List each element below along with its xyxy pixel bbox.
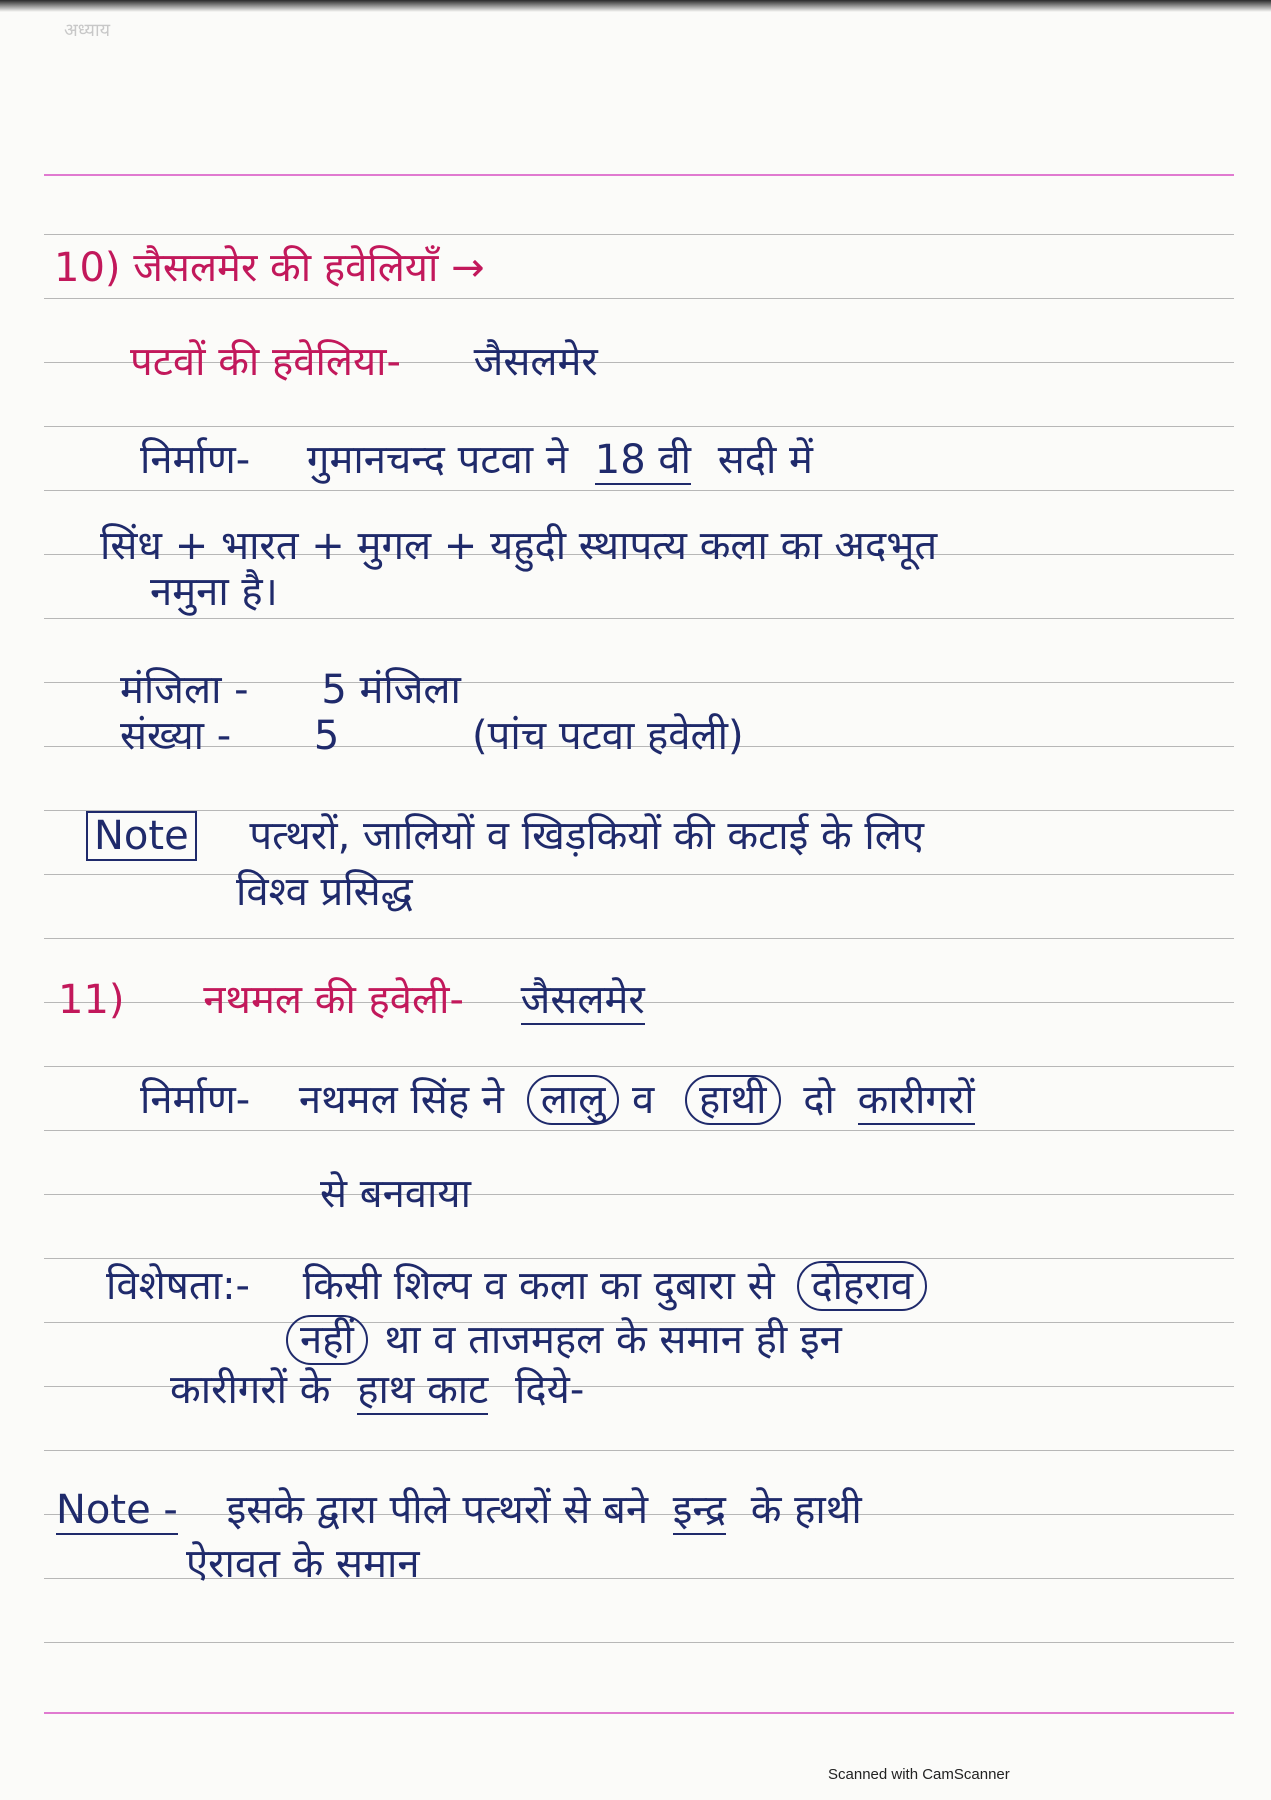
visheshta-row-3 <box>170 1366 584 1414</box>
ruled-line <box>44 1194 1234 1195</box>
ruled-line <box>44 1066 1234 1067</box>
sankhya-value: 5 <box>313 713 340 759</box>
ruled-line <box>44 298 1234 299</box>
section-11-row <box>58 976 645 1024</box>
ruled-line <box>44 426 1234 427</box>
note-2-line-1a: इसके द्वारा पीले पत्थरों से बने <box>226 1487 649 1533</box>
top-margin-line <box>44 174 1234 176</box>
ruled-line <box>44 1450 1234 1451</box>
nathmal-nirman-text-1: नथमल सिंह ने <box>298 1077 504 1123</box>
nathmal-haveli-title: नथमल की हवेली- <box>203 977 464 1023</box>
sankhya-row <box>120 712 744 760</box>
scanner-watermark: Scanned with CamScanner <box>828 1766 1010 1783</box>
visheshta-line-3b: हाथ काट <box>357 1367 489 1413</box>
ruled-line <box>44 938 1234 939</box>
section-10-heading: 10) जैसलमेर की हवेलियाँ → <box>54 245 485 291</box>
note-1-line-2: विश्व प्रसिद्ध <box>236 869 413 915</box>
sankhya-note: (पांच पटवा हवेली) <box>472 713 744 759</box>
ruled-line <box>44 618 1234 619</box>
visheshta-line-2: था व ताजमहल के समान ही इन <box>384 1317 842 1363</box>
nathmal-karigar-hathi: हाथी <box>685 1075 781 1125</box>
patwon-century: 18 वी <box>594 437 691 483</box>
visheshta-dohrav: दोहराव <box>797 1261 927 1311</box>
ruled-line <box>44 490 1234 491</box>
corner-mark: अध्याय <box>64 20 111 41</box>
nathmal-nirman-text-2: दो <box>803 1077 835 1123</box>
ruled-line <box>44 810 1234 811</box>
style-line-2: नमुना है। <box>150 569 278 615</box>
note-2-row <box>56 1486 862 1534</box>
nathmal-haveli-place: जैसलमेर <box>520 977 645 1023</box>
ruled-line <box>44 1642 1234 1643</box>
visheshta-label: विशेषता:- <box>106 1263 250 1309</box>
visheshta-row-1 <box>106 1262 927 1310</box>
sankhya-label: संख्या - <box>120 713 232 759</box>
nathmal-line-2: से बनवाया <box>320 1171 471 1217</box>
nathmal-nirman-row <box>140 1076 975 1124</box>
ruled-line <box>44 234 1234 235</box>
manjila-value: 5 मंजिला <box>321 667 461 713</box>
note-1-row <box>86 812 924 860</box>
manjila-label: मंजिला - <box>120 667 249 713</box>
patwon-nirman-label: निर्माण- <box>140 437 251 483</box>
manjila-row <box>120 666 461 714</box>
nathmal-karigar-word: कारीगरों <box>857 1077 975 1123</box>
nathmal-nirman-label: निर्माण- <box>140 1077 251 1123</box>
patwon-nirman-end: सदी में <box>717 437 813 483</box>
ruled-line <box>44 1130 1234 1131</box>
patwon-nirman-row <box>140 436 813 484</box>
ruled-line <box>44 1258 1234 1259</box>
patwon-haveli-row <box>130 338 598 386</box>
bottom-margin-line <box>44 1712 1234 1714</box>
patwon-haveli-title: पटवों की हवेलिया- <box>130 339 401 385</box>
note-2-line-2: ऐरावत के समान <box>186 1541 420 1587</box>
patwon-nirman-text: गुमानचन्द पटवा ने <box>306 437 569 483</box>
style-line-1: सिंध + भारत + मुगल + यहुदी स्थापत्य कला का अदभूत <box>100 523 938 569</box>
visheshta-row-2 <box>286 1316 842 1364</box>
visheshta-nahi: नहीं <box>286 1315 368 1365</box>
note-2-indra: इन्द्र <box>672 1487 727 1533</box>
note-1-label: Note <box>86 811 197 861</box>
nathmal-conjunction: व <box>632 1077 655 1123</box>
note-1-line-1: पत्थरों, जालियों व खिड़कियों की कटाई के लिए <box>249 813 925 859</box>
patwon-haveli-place: जैसलमेर <box>473 339 598 385</box>
section-11-number: 11) <box>58 977 125 1023</box>
ruled-line <box>44 874 1234 875</box>
note-2-line-1b: के हाथी <box>750 1487 862 1533</box>
visheshta-line-3a: कारीगरों के <box>170 1367 331 1413</box>
visheshta-line-1: किसी शिल्प व कला का दुबारा से <box>302 1263 775 1309</box>
nathmal-karigar-lalu: लालु <box>527 1075 620 1125</box>
scan-top-edge <box>0 0 1271 12</box>
note-2-label: Note - <box>56 1487 178 1533</box>
visheshta-line-3c: दिये- <box>515 1367 585 1413</box>
